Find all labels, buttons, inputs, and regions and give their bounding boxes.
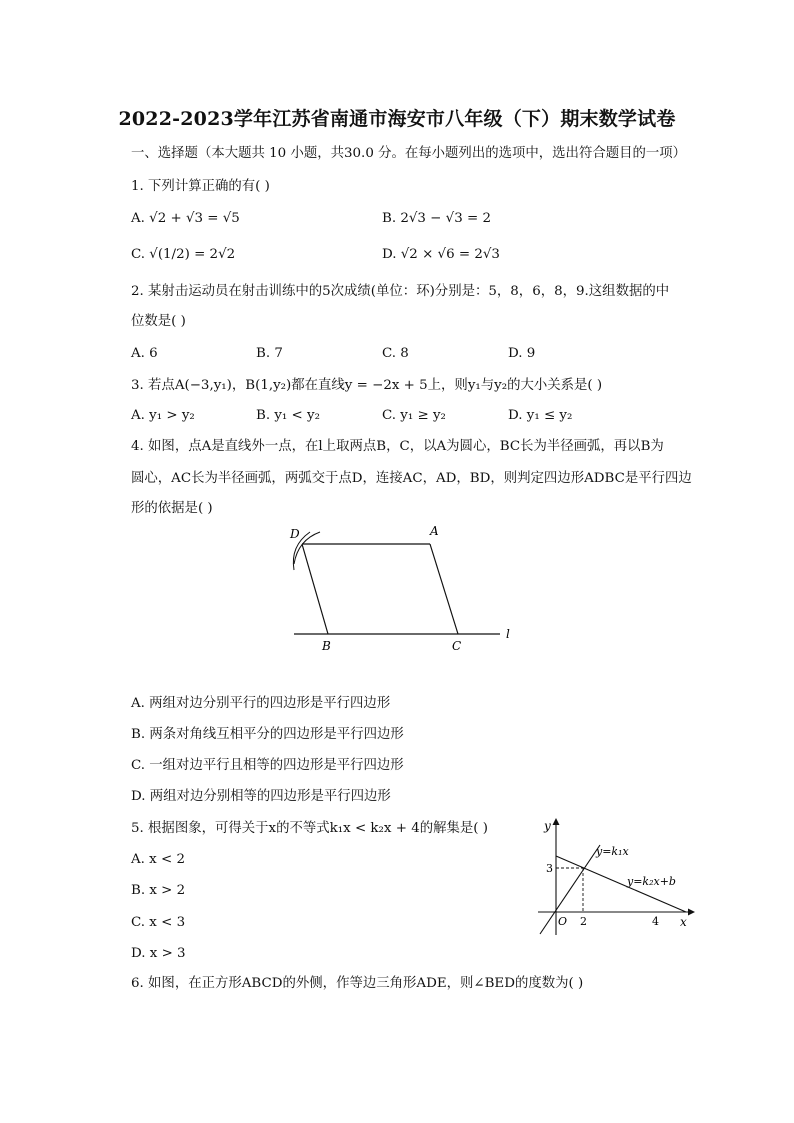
question-2-option-d: D. 9 [508, 346, 536, 361]
question-2-stem-line-2: 位数是( ) [131, 314, 186, 329]
question-1-option-c: C. √(1/2) = 2√2 [131, 247, 236, 262]
section-heading: 一、选择题（本大题共 10 小题，共30.0 分。在每小题列出的选项中，选出符合题目的一项） [131, 146, 687, 161]
label-c: C [452, 639, 462, 653]
question-3-option-a: A. y₁ > y₂ [131, 408, 195, 423]
function-graph [530, 815, 700, 940]
question-2-option-b: B. 7 [256, 346, 283, 361]
label-b: B [322, 639, 331, 653]
tick-label-2: 2 [580, 915, 587, 928]
question-4-stem-line-1: 4. 如图，点A是直线外一点，在l上取两点B，C，以A为圆心，BC长为半径画弧，再以B为 [131, 439, 664, 454]
question-3-stem: 3. 若点A(−3,y₁)，B(1,y₂)都在直线y = −2x + 5上，则y₁与y₂的大小关系是( ) [131, 378, 603, 393]
x-axis-arrow [688, 909, 695, 916]
question-5-option-c: C. x < 3 [131, 915, 186, 930]
question-4-option-c: C. 一组对边平行且相等的四边形是平行四边形 [131, 758, 404, 773]
question-4-option-b: B. 两条对角线互相平分的四边形是平行四边形 [131, 727, 404, 742]
tick-label-3: 3 [546, 862, 553, 875]
parallelogram-figure [280, 518, 520, 658]
y-axis-label: y [544, 819, 551, 833]
y-axis-arrow [553, 818, 560, 825]
question-2-option-c: C. 8 [382, 346, 409, 361]
label-a: A [430, 524, 439, 538]
line-label-k2: y=k₂x+b [627, 875, 676, 888]
question-1-option-a: A. √2 + √3 = √5 [131, 211, 240, 226]
origin-label: O [558, 915, 568, 928]
question-3-option-c: C. y₁ ≥ y₂ [382, 408, 446, 423]
exam-title: 2022-2023学年江苏省南通市海安市八年级（下）期末数学试卷 [118, 108, 676, 130]
label-d: D [290, 527, 300, 541]
question-3-option-b: B. y₁ < y₂ [256, 408, 320, 423]
question-1-stem: 1. 下列计算正确的有( ) [131, 179, 270, 194]
question-5-stem: 5. 根据图象，可得关于x的不等式k₁x < k₂x + 4的解集是( ) [131, 821, 488, 836]
question-3-option-d: D. y₁ ≤ y₂ [508, 408, 573, 423]
question-5-option-a: A. x < 2 [131, 852, 185, 867]
segment-db [302, 544, 328, 634]
question-1-option-b: B. 2√3 − √3 = 2 [382, 211, 491, 226]
segment-ac [430, 544, 458, 634]
question-1-option-d: D. √2 × √6 = 2√3 [382, 247, 500, 262]
question-5-option-d: D. x > 3 [131, 946, 186, 961]
line-label-k1: y=k₁x [596, 845, 629, 858]
question-4-option-d: D. 两组对边分别相等的四边形是平行四边形 [131, 789, 391, 804]
question-2-stem-line-1: 2. 某射击运动员在射击训练中的5次成绩(单位：环)分别是：5，8，6，8，9.这组数据的中 [131, 284, 670, 299]
label-l: l [506, 627, 510, 641]
tick-label-4: 4 [652, 915, 659, 928]
question-2-option-a: A. 6 [131, 346, 158, 361]
question-6-stem: 6. 如图，在正方形ABCD的外侧，作等边三角形ADE，则∠BED的度数为( ) [131, 976, 584, 991]
question-4-stem-line-2: 圆心，AC长为半径画弧，两弧交于点D，连接AC，AD，BD，则判定四边形ADBC是平行四边 [131, 471, 692, 486]
x-axis-label: x [680, 915, 687, 929]
question-4-stem-line-3: 形的依据是( ) [131, 501, 213, 516]
question-5-option-b: B. x > 2 [131, 883, 186, 898]
question-4-option-a: A. 两组对边分别平行的四边形是平行四边形 [131, 696, 391, 711]
line-y-k1x [540, 845, 600, 934]
